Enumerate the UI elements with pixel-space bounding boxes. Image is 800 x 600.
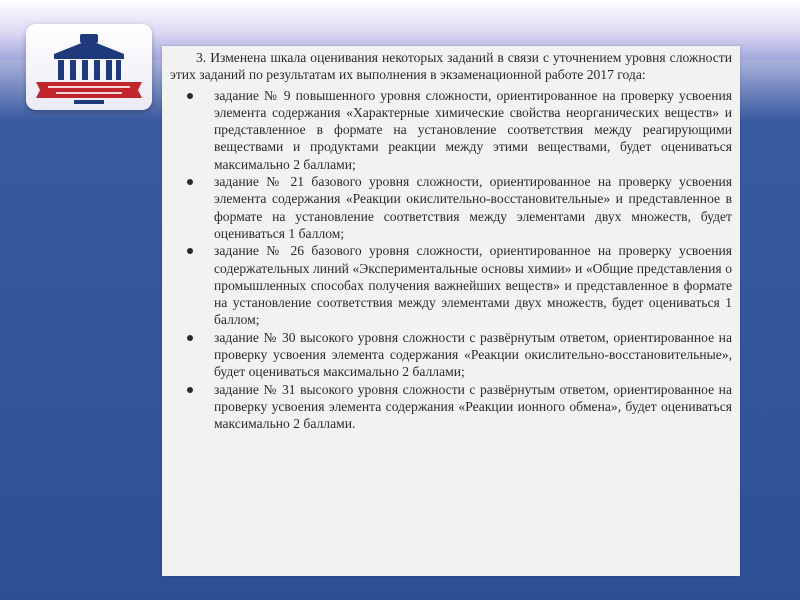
list-item-text: задание № 31 высокого уровня сложности с развёрнутым ответом, ориентированное на проверку усвоения элемента содержания «Реакции ионного обмена», будет оцениваться максимально 2 баллами. [214, 381, 732, 432]
bullet-icon [187, 248, 193, 254]
list-item [170, 173, 732, 242]
list-item [170, 329, 732, 381]
institution-building-logo-icon [34, 30, 144, 106]
document-intro: 3. Изменена шкала оценивания некоторых заданий в связи с уточнением уровня сложности этих заданий по результатам их выполнения в экзаменационной работе 2017 года: [170, 50, 732, 83]
bullet-icon [187, 387, 193, 393]
bullet-icon [187, 335, 193, 341]
document-page [162, 46, 740, 576]
requirements-list [170, 87, 732, 433]
bullet-icon [187, 179, 193, 185]
list-item-text: задание № 30 высокого уровня сложности с развёрнутым ответом, ориентированное на проверку усвоения элемента содержания «Реакции окислительно-восстановительные», будет оцениваться максимально 2 баллами; [214, 329, 732, 380]
list-item-text: задание № 21 базового уровня сложности, ориентированное на проверку усвоения элемента содержания «Реакции окислительно-восстановительные» и представленное в формате на установление соответствия между элементами двух множеств, будет оцениваться 1 баллом; [214, 174, 732, 241]
list-item [170, 87, 732, 173]
list-item [170, 381, 732, 433]
list-item-text: задание № 26 базового уровня сложности, ориентированное на проверку усвоения содержательных линий «Экспериментальные основы химии» и «Общие представления о промышленных способах получения важнейших веществ» и представленное в формате на установление соответствия между элементами двух множеств, будет оцениваться 1 баллом; [214, 243, 732, 328]
list-item-text: задание № 9 повышенного уровня сложности, ориентированное на проверку усвоения элемента содержания «Характерные химические свойства неорганических веществ» и представленное в формате на установление соответствия между реагирующими веществами и продуктами реакции между этими веществами, будет оцениваться максимально 2 баллами; [214, 87, 732, 172]
logo-tile [26, 24, 152, 110]
bullet-icon [187, 93, 193, 99]
list-item [170, 242, 732, 328]
